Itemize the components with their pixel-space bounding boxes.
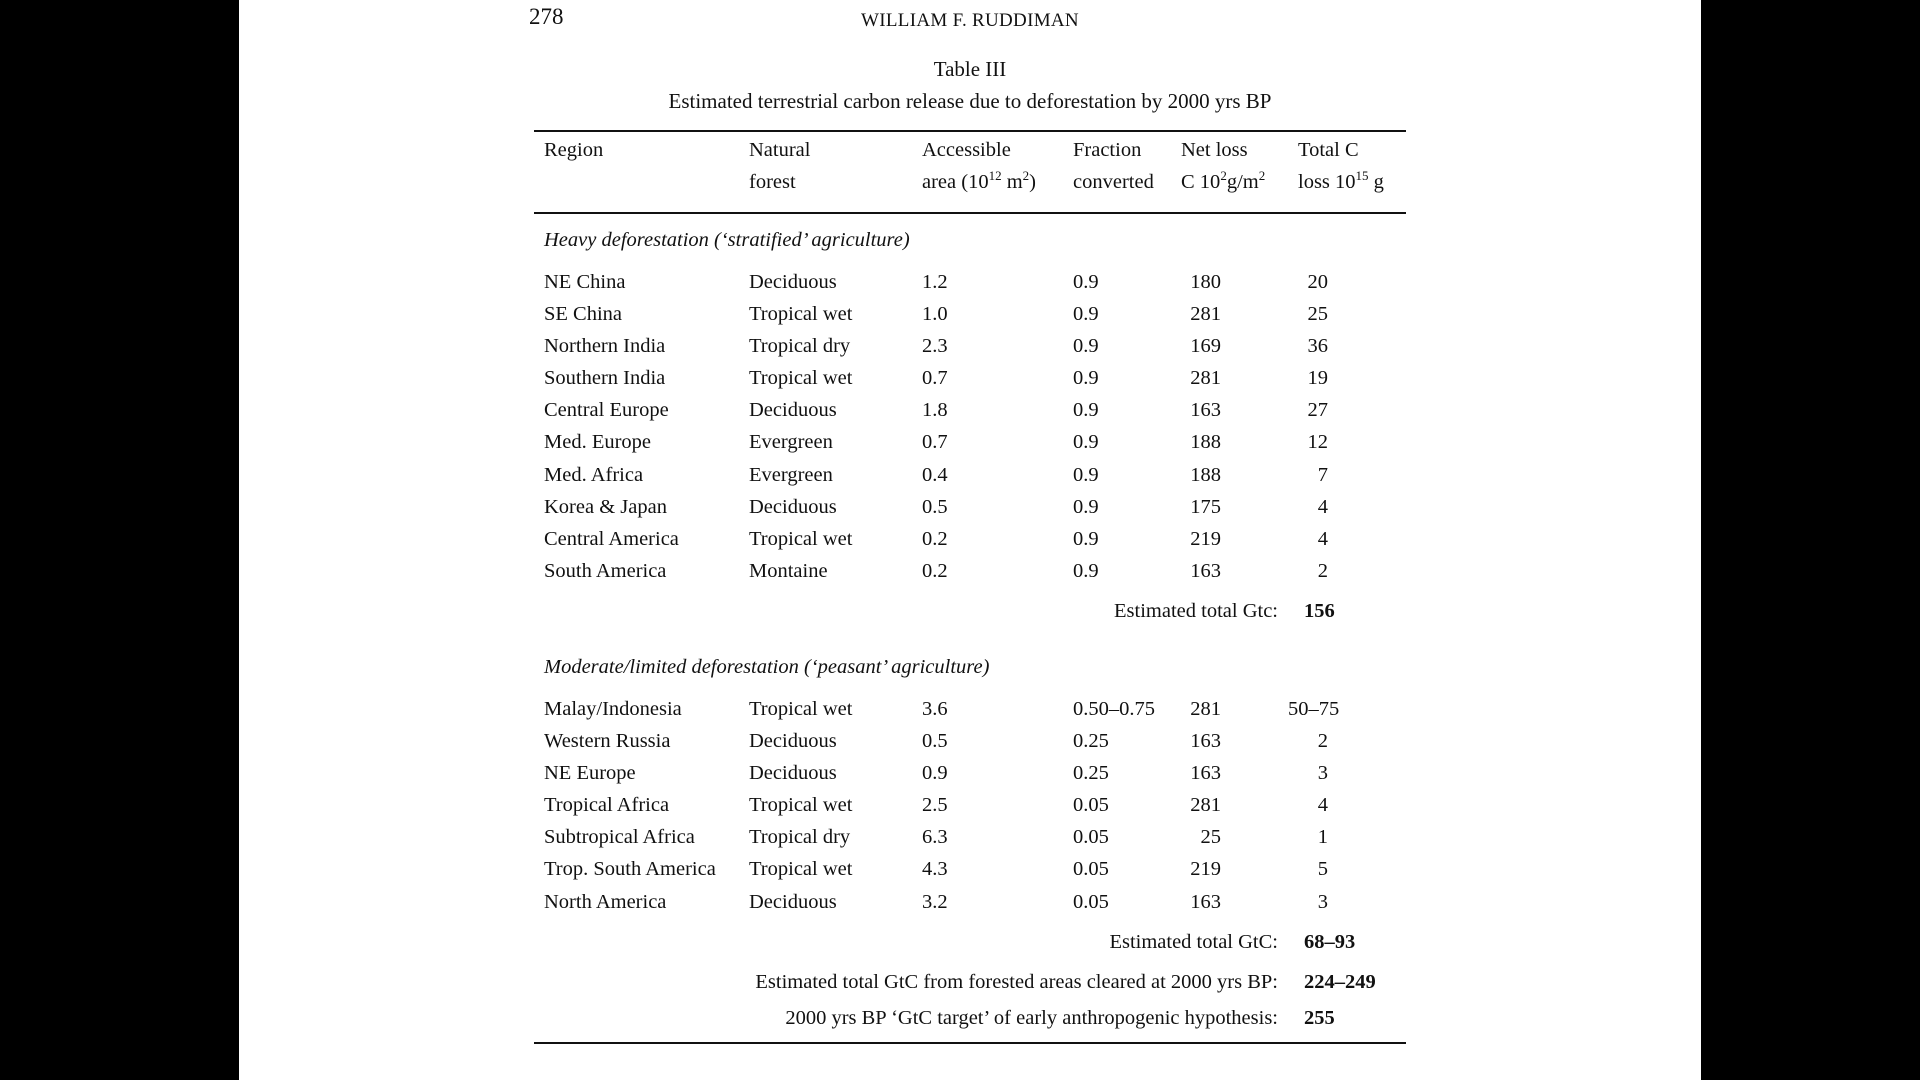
table-cell: 0.05 bbox=[1073, 794, 1109, 817]
table-cell: 163 bbox=[1190, 890, 1221, 913]
table-row bbox=[534, 725, 1406, 757]
grand-total-label: Estimated total GtC from forested areas cleared at 2000 yrs BP: bbox=[755, 970, 1278, 993]
table-caption: Estimated terrestrial carbon release due to deforestation by 2000 yrs BP bbox=[668, 89, 1272, 113]
table-cell: 3 bbox=[1317, 762, 1328, 785]
table-cell: 0.4 bbox=[922, 463, 948, 486]
table-cell: 4.3 bbox=[922, 858, 948, 881]
table-cell: 0.9 bbox=[1073, 431, 1099, 454]
table-row bbox=[534, 330, 1406, 362]
table-cell: 3.2 bbox=[922, 890, 948, 913]
table-cell: 19 bbox=[1307, 367, 1328, 390]
table-cell: 0.5 bbox=[922, 730, 948, 753]
table-cell: Northern India bbox=[544, 335, 666, 358]
table-cell: Tropical dry bbox=[749, 826, 851, 849]
table-cell: 0.9 bbox=[1073, 527, 1099, 550]
table-cell: Malay/Indonesia bbox=[544, 697, 682, 720]
document-page bbox=[239, 0, 1701, 1080]
table-cell: 0.9 bbox=[1073, 463, 1099, 486]
grand-total-label: 2000 yrs BP ‘GtC target’ of early anthropogenic hypothesis: bbox=[785, 1006, 1278, 1029]
table-body bbox=[534, 214, 1406, 1044]
table-cell: 163 bbox=[1190, 399, 1221, 422]
table-cell: Western Russia bbox=[544, 730, 671, 753]
grand-total-value: 224–249 bbox=[1304, 970, 1376, 993]
table-row bbox=[534, 886, 1406, 918]
table-cell: 219 bbox=[1190, 527, 1221, 550]
table-cell: 4 bbox=[1317, 794, 1328, 817]
table-row bbox=[534, 298, 1406, 330]
grand-total bbox=[534, 1000, 1406, 1036]
table-cell: 0.9 bbox=[1073, 399, 1099, 422]
table-cell: NE China bbox=[544, 271, 626, 293]
table-cell: 180 bbox=[1190, 271, 1221, 293]
table-cell: 0.7 bbox=[922, 367, 948, 390]
col-header-total-c-loss: Total C loss $10^{15}$ g bbox=[1298, 139, 1384, 193]
table-cell: 5 bbox=[1317, 858, 1328, 881]
table-cell: 163 bbox=[1190, 730, 1221, 753]
table-cell: Deciduous bbox=[749, 730, 837, 753]
table-cell: 0.9 bbox=[1073, 495, 1099, 518]
table-cell: Evergreen bbox=[749, 431, 833, 454]
table-cell: 2 bbox=[1317, 730, 1328, 753]
table-row bbox=[534, 693, 1406, 725]
table-cell: Tropical wet bbox=[749, 858, 853, 881]
table-cell: 0.2 bbox=[922, 559, 948, 582]
section-total-value: 68–93 bbox=[1304, 930, 1356, 953]
table-cell: 0.50–0.75 bbox=[1073, 697, 1155, 720]
table-cell: Montaine bbox=[749, 559, 828, 582]
table-cell: 2.5 bbox=[922, 794, 948, 817]
table-cell: 4 bbox=[1317, 527, 1328, 550]
table-cell: 0.25 bbox=[1073, 762, 1109, 785]
col-header-net-loss: Net loss C $10^2g/m^2$ bbox=[1181, 139, 1266, 193]
table-row bbox=[534, 266, 1406, 298]
col-header-accessible-area: Accessible area ($10^{12}$ $m^2$) bbox=[922, 139, 1036, 193]
table-cell: 36 bbox=[1307, 335, 1328, 358]
table-cell: Tropical wet bbox=[749, 303, 853, 326]
table-cell: 169 bbox=[1190, 335, 1221, 358]
section-total-value: 156 bbox=[1304, 599, 1335, 622]
table-cell: Deciduous bbox=[749, 271, 837, 293]
table-row bbox=[534, 821, 1406, 853]
table-row bbox=[534, 555, 1406, 587]
table-title: Table III bbox=[933, 57, 1007, 81]
table-cell: 3 bbox=[1317, 890, 1328, 913]
table-cell: 0.2 bbox=[922, 527, 948, 550]
page-number: 278 bbox=[529, 4, 564, 29]
table-cell: NE Europe bbox=[544, 762, 636, 785]
table-cell: Deciduous bbox=[749, 399, 837, 422]
table-cell: 188 bbox=[1190, 431, 1221, 454]
table-cell: Tropical wet bbox=[749, 527, 853, 550]
table-cell: SE China bbox=[544, 303, 623, 326]
table-cell: 0.25 bbox=[1073, 730, 1109, 753]
table-cell: 0.9 bbox=[1073, 335, 1099, 358]
table-row bbox=[534, 426, 1406, 458]
table-cell: 281 bbox=[1190, 367, 1221, 390]
section-spacer bbox=[534, 633, 1406, 641]
table-cell: 1.0 bbox=[922, 303, 948, 326]
table-cell: 0.05 bbox=[1073, 858, 1109, 881]
table-cell: Subtropical Africa bbox=[544, 826, 695, 849]
table-row bbox=[534, 459, 1406, 491]
table-cell: Korea & Japan bbox=[544, 495, 667, 518]
table-cell: 20 bbox=[1307, 271, 1328, 293]
table-cell: Trop. South America bbox=[544, 858, 716, 881]
table-cell: Deciduous bbox=[749, 762, 837, 785]
section-total bbox=[534, 589, 1406, 633]
table-cell: 0.9 bbox=[922, 762, 948, 785]
table-cell: 0.9 bbox=[1073, 271, 1099, 293]
table-cell: 188 bbox=[1190, 463, 1221, 486]
running-header-author: WILLIAM F. RUDDIMAN bbox=[861, 10, 1079, 31]
table-cell: 219 bbox=[1190, 858, 1221, 881]
table-row bbox=[534, 757, 1406, 789]
table-cell: 175 bbox=[1190, 495, 1221, 518]
table-cell: 0.5 bbox=[922, 495, 948, 518]
table-cell: Deciduous bbox=[749, 495, 837, 518]
table-cell: South America bbox=[544, 559, 667, 582]
section-total-label: Estimated total GtC: bbox=[1109, 930, 1278, 953]
section-heading: Heavy deforestation (‘stratified’ agriculture) bbox=[544, 229, 910, 251]
table-cell: Southern India bbox=[544, 367, 666, 390]
table-row bbox=[534, 491, 1406, 523]
table-cell: 281 bbox=[1190, 303, 1221, 326]
table-cell: 0.9 bbox=[1073, 303, 1099, 326]
table-cell: 2.3 bbox=[922, 335, 948, 358]
data-table bbox=[534, 132, 1406, 1044]
table-cell: 1.8 bbox=[922, 399, 948, 422]
table-cell: 0.05 bbox=[1073, 890, 1109, 913]
col-header-fraction-converted: Fraction converted bbox=[1073, 139, 1154, 193]
table-cell: Med. Europe bbox=[544, 431, 652, 454]
table-cell: 0.7 bbox=[922, 431, 948, 454]
col-header-region: Region bbox=[544, 139, 604, 161]
section-total bbox=[534, 920, 1406, 964]
table-cell: 0.9 bbox=[1073, 559, 1099, 582]
table-cell: 163 bbox=[1190, 762, 1221, 785]
table-cell: 27 bbox=[1307, 399, 1328, 422]
table-cell: Tropical dry bbox=[749, 335, 851, 358]
section-total-label: Estimated total Gtc: bbox=[1114, 599, 1278, 622]
table-cell: Deciduous bbox=[749, 890, 837, 913]
table-cell: 6.3 bbox=[922, 826, 948, 849]
table-cell: Evergreen bbox=[749, 463, 833, 486]
table-row bbox=[534, 853, 1406, 885]
section-heading: Moderate/limited deforestation (‘peasant’ agriculture) bbox=[544, 655, 990, 678]
table-cell: 163 bbox=[1190, 559, 1221, 582]
table-cell: 2 bbox=[1317, 559, 1328, 582]
table-cell: 0.9 bbox=[1073, 367, 1099, 390]
table-cell: 0.05 bbox=[1073, 826, 1109, 849]
bottom-rule bbox=[534, 1042, 1406, 1044]
table-cell: Central America bbox=[544, 527, 679, 550]
table-cell: Med. Africa bbox=[544, 463, 644, 486]
table-cell: Tropical wet bbox=[749, 367, 853, 390]
grand-total bbox=[534, 964, 1406, 1000]
col-header-natural-forest: Natural forest bbox=[749, 139, 811, 193]
table-row bbox=[534, 523, 1406, 555]
table-cell: 3.6 bbox=[922, 697, 948, 720]
table-cell: Tropical Africa bbox=[544, 794, 670, 817]
table-cell: 50–75 bbox=[1288, 697, 1340, 720]
table-cell: 281 bbox=[1190, 794, 1221, 817]
table-cell: 12 bbox=[1307, 431, 1328, 454]
table-cell: 1 bbox=[1317, 826, 1328, 849]
table-header bbox=[534, 132, 1406, 212]
table-cell: Central Europe bbox=[544, 399, 669, 422]
table-row bbox=[534, 362, 1406, 394]
table-cell: North America bbox=[544, 890, 667, 913]
grand-total-value: 255 bbox=[1304, 1006, 1335, 1029]
table-cell: 7 bbox=[1317, 463, 1328, 486]
table-cell: Tropical wet bbox=[749, 794, 853, 817]
table-row bbox=[534, 789, 1406, 821]
header-rule bbox=[534, 212, 1406, 214]
table-row bbox=[534, 394, 1406, 426]
table-cell: 4 bbox=[1317, 495, 1328, 518]
table-cell: Tropical wet bbox=[749, 697, 853, 720]
table-cell: 281 bbox=[1190, 697, 1221, 720]
table-cell: 25 bbox=[1307, 303, 1328, 326]
table-cell: 25 bbox=[1200, 826, 1221, 849]
table-cell: 1.2 bbox=[922, 271, 948, 293]
